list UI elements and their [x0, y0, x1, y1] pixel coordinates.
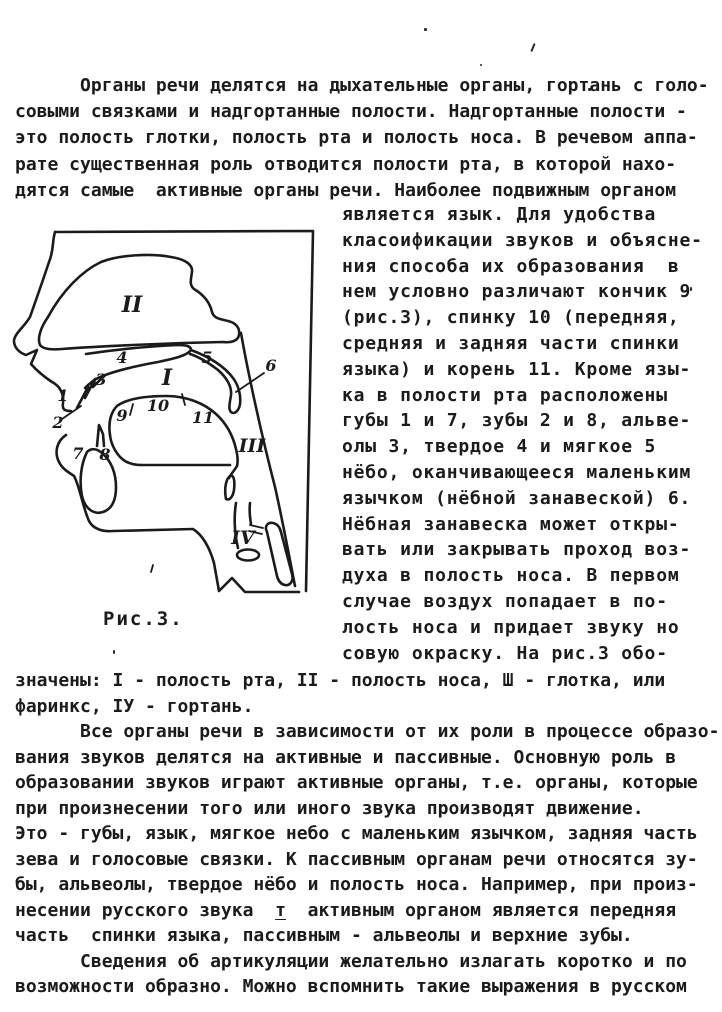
label-soft-palate: 5: [201, 348, 213, 367]
text-line: духа в полость носа. В первом: [342, 565, 680, 587]
text-line: вать или закрывать проход воз-: [342, 539, 692, 561]
text-line: случае воздух попадает в по-: [342, 590, 668, 612]
text-line: губы 1 и 7, зубы 2 и 8, альве-: [342, 410, 692, 432]
tongue-tick-1: [130, 404, 133, 415]
text-line: совыми связками и надгортанные полости. Надгортанные полости -: [15, 101, 687, 123]
text-line: это полость глотки, полость рта и полость носа. В речевом аппа-: [15, 127, 698, 149]
label-tongue-tip: 9: [116, 406, 128, 425]
head-profile-lower: [57, 435, 299, 592]
paragraph-right-column: [342, 202, 720, 666]
vocal-cords-oval: [237, 550, 259, 561]
text-line: образовании звуков играют активные органы, т.е. органы, которые: [15, 772, 698, 793]
tongue-outline: [109, 396, 237, 466]
label-upper-lip: 1: [57, 386, 69, 405]
label-nasal-cavity: II: [121, 292, 143, 318]
label-alveoli: 3: [95, 370, 107, 389]
text-line: языка) и корень 11. Кроме язы-: [342, 358, 692, 380]
lower-teeth-outline: [97, 425, 104, 446]
soft-palate-uvula-outline: [190, 350, 240, 413]
text-line: Нёбная занавеска может откры-: [342, 513, 680, 535]
upper-teeth-leader-line: [62, 406, 81, 419]
sagittal-head-diagram: [0, 215, 340, 660]
label-tongue-back: 10: [146, 396, 170, 415]
label-oral-cavity: I: [161, 365, 173, 391]
tongue-front-outline: [110, 435, 141, 465]
text-line: нем условно различают кончик 9: [342, 281, 692, 303]
mandible-outline: [81, 449, 116, 513]
text-segment: несении русского звука: [15, 899, 276, 921]
text-line: лость носа и придает звуку но: [342, 616, 680, 638]
text-line: зева и голосовые связки. К пассивным органам речи относятся зу-: [15, 848, 698, 870]
epiglottis-outline: [225, 476, 234, 500]
text-line: ния способа их образования в: [342, 255, 680, 277]
label-tongue-root: 11: [191, 408, 215, 427]
text-line: ка в полости рта расположены: [342, 384, 668, 406]
text-line: средняя и задняя части спинки: [342, 332, 680, 354]
text-line: [15, 898, 720, 924]
head-profile-upper: [14, 232, 71, 411]
text-line: Это - губы, язык, мягкое небо с маленьким язычком, задняя часть: [15, 823, 698, 844]
text-line: является язык. Для удобства: [342, 204, 657, 225]
text-line: Органы речи делятся на дыхательные органы, гортань с голо-: [15, 75, 709, 96]
label-lower-lip: 7: [72, 444, 84, 463]
paragraph-bottom: [15, 668, 720, 1000]
scan-speck: [151, 565, 153, 572]
figure-speech-organs: [0, 215, 340, 660]
scan-speck: [424, 28, 427, 31]
text-line: олы 3, твердое 4 и мягкое 5: [342, 436, 657, 458]
text-line: значены: I - полость рта, II - полость носа, Ш - глотка, или: [15, 670, 666, 691]
label-pharynx: III: [238, 435, 266, 457]
figure-caption: Рис.3.: [103, 608, 184, 630]
text-line: дятся самые активные органы речи. Наиболее подвижным органом: [15, 179, 677, 201]
tongue-tick-2: [182, 394, 185, 405]
underlined-letter: т: [275, 899, 286, 921]
text-line: нёбо, оканчивающееся маленьким: [342, 461, 692, 483]
text-line: часть спинки языка, пассивным - альвеолы и верхние зубы.: [15, 925, 633, 946]
text-line: рате существенная роль отводится полости рта, в которой нахо-: [15, 153, 677, 175]
label-lower-teeth: 8: [99, 445, 111, 464]
text-line: возможности образно. Можно вспомнить такие выражения в русском: [15, 976, 687, 997]
text-line: язычком (нёбной занавеской) 6.: [342, 487, 692, 509]
scan-speck: [480, 64, 482, 66]
text-line: при произнесении того или иного звука производят движение.: [15, 797, 644, 819]
text-line: Сведения об артикуляции желательно излагать коротко и по: [15, 950, 687, 972]
paragraph-intro: [15, 73, 715, 204]
text-line: совую окраску. На рис.3 обо-: [342, 642, 668, 664]
text-line: класоификации звуков и объясне-: [342, 229, 703, 251]
label-uvula: 6: [265, 356, 277, 375]
scan-speck: [530, 43, 535, 52]
figure-frame: [55, 231, 313, 591]
text-line: Все органы речи в зависимости от их роли в процессе образо-: [15, 721, 720, 742]
text-line: фаринкс, IУ - гортань.: [15, 695, 254, 717]
label-hard-palate: 4: [116, 348, 128, 367]
label-larynx: IV: [231, 527, 255, 549]
larynx-back-wall: [250, 503, 251, 524]
text-segment: активным органом является передняя: [285, 899, 677, 921]
text-line: вания звуков делятся на активные и пассивные. Основную роль в: [15, 746, 677, 768]
text-line: (рис.3), спинку 10 (передняя,: [342, 307, 680, 329]
label-upper-teeth: 2: [52, 413, 64, 432]
text-line: бы, альвеолы, твердое нёбо и полость носа. Например, при произ-: [15, 874, 698, 895]
